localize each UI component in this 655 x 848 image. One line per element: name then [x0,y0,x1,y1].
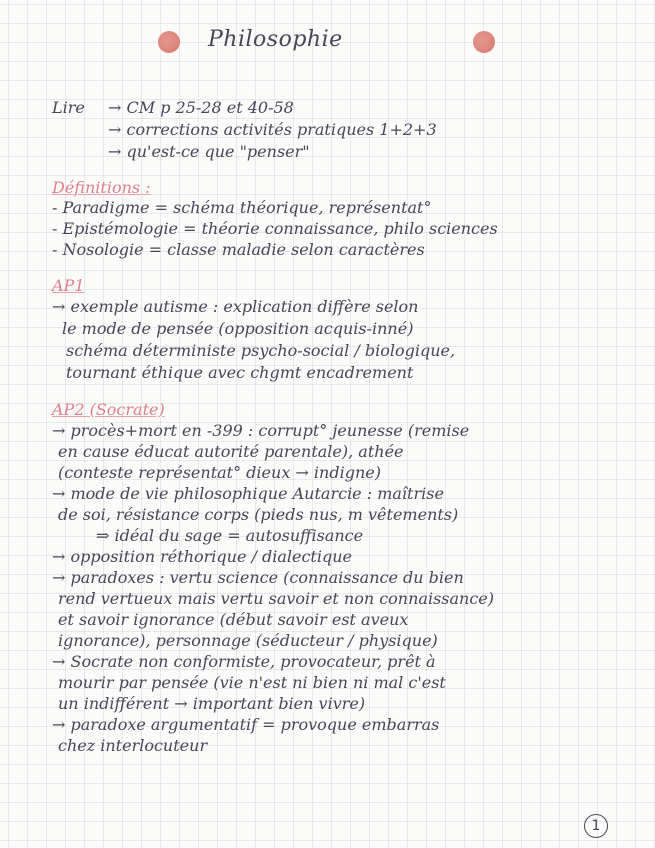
definition-line: - Paradigme = schéma théorique, représentat° [52,198,432,217]
ap2-line: → Socrate non conformiste, provocateur, prêt à [52,652,436,671]
lire-item: → corrections activités pratiques 1+2+3 [108,120,437,139]
ap1-line: le mode de pensée (opposition acquis-inné) [62,319,414,338]
ap1-line: → exemple autisme : explication diffère selon [52,297,419,316]
ap2-line: → paradoxe argumentatif = provoque embarras [52,715,440,734]
ap2-line: en cause éducat autorité parentale), athée [58,442,404,461]
binder-hole-right [473,31,495,53]
definition-line: - Nosologie = classe maladie selon caractères [52,240,425,259]
ap2-line: mourir par pensée (vie n'est ni bien ni mal c'est [58,673,446,692]
ap2-line: ignorance), personnage (séducteur / physique) [58,631,438,650]
ap2-line: rend vertueux mais vertu savoir et non connaissance) [58,589,495,608]
ap1-heading: AP1 [52,276,85,295]
ap2-line: → opposition réthorique / dialectique [52,547,352,566]
definitions-heading: Définitions : [52,178,151,197]
ap2-line: ⇒ idéal du sage = autosuffisance [96,526,364,545]
ap2-line: (conteste représentat° dieux → indigne) [58,463,381,482]
page-title: Philosophie [208,27,343,52]
ap2-line: de soi, résistance corps (pieds nus, m vêtements) [58,505,459,524]
ap1-line: tournant éthique avec chgmt encadrement [66,363,414,382]
binder-hole-left [158,31,180,53]
ap1-line: schéma déterministe psycho-social / biologique, [66,341,456,360]
ap2-line: → mode de vie philosophique Autarcie : maîtrise [52,484,444,503]
ap2-line: et savoir ignorance (début savoir est aveux [58,610,409,629]
ap2-line: → procès+mort en -399 : corrupt° jeunesse (remise [52,421,470,440]
ap2-line: → paradoxes : vertu science (connaissance du bien [52,568,464,587]
ap2-line: un indifférent → important bien vivre) [58,694,366,713]
ap2-line: chez interlocuteur [58,736,208,755]
lire-item: → qu'est-ce que "penser" [108,142,310,161]
definition-line: - Epistémologie = théorie connaissance, philo sciences [52,219,498,238]
ap2-heading: AP2 (Socrate) [52,400,165,419]
lire-item: → CM p 25-28 et 40-58 [108,98,294,117]
page-number: 1 [584,814,608,838]
lire-label: Lire [52,98,85,117]
